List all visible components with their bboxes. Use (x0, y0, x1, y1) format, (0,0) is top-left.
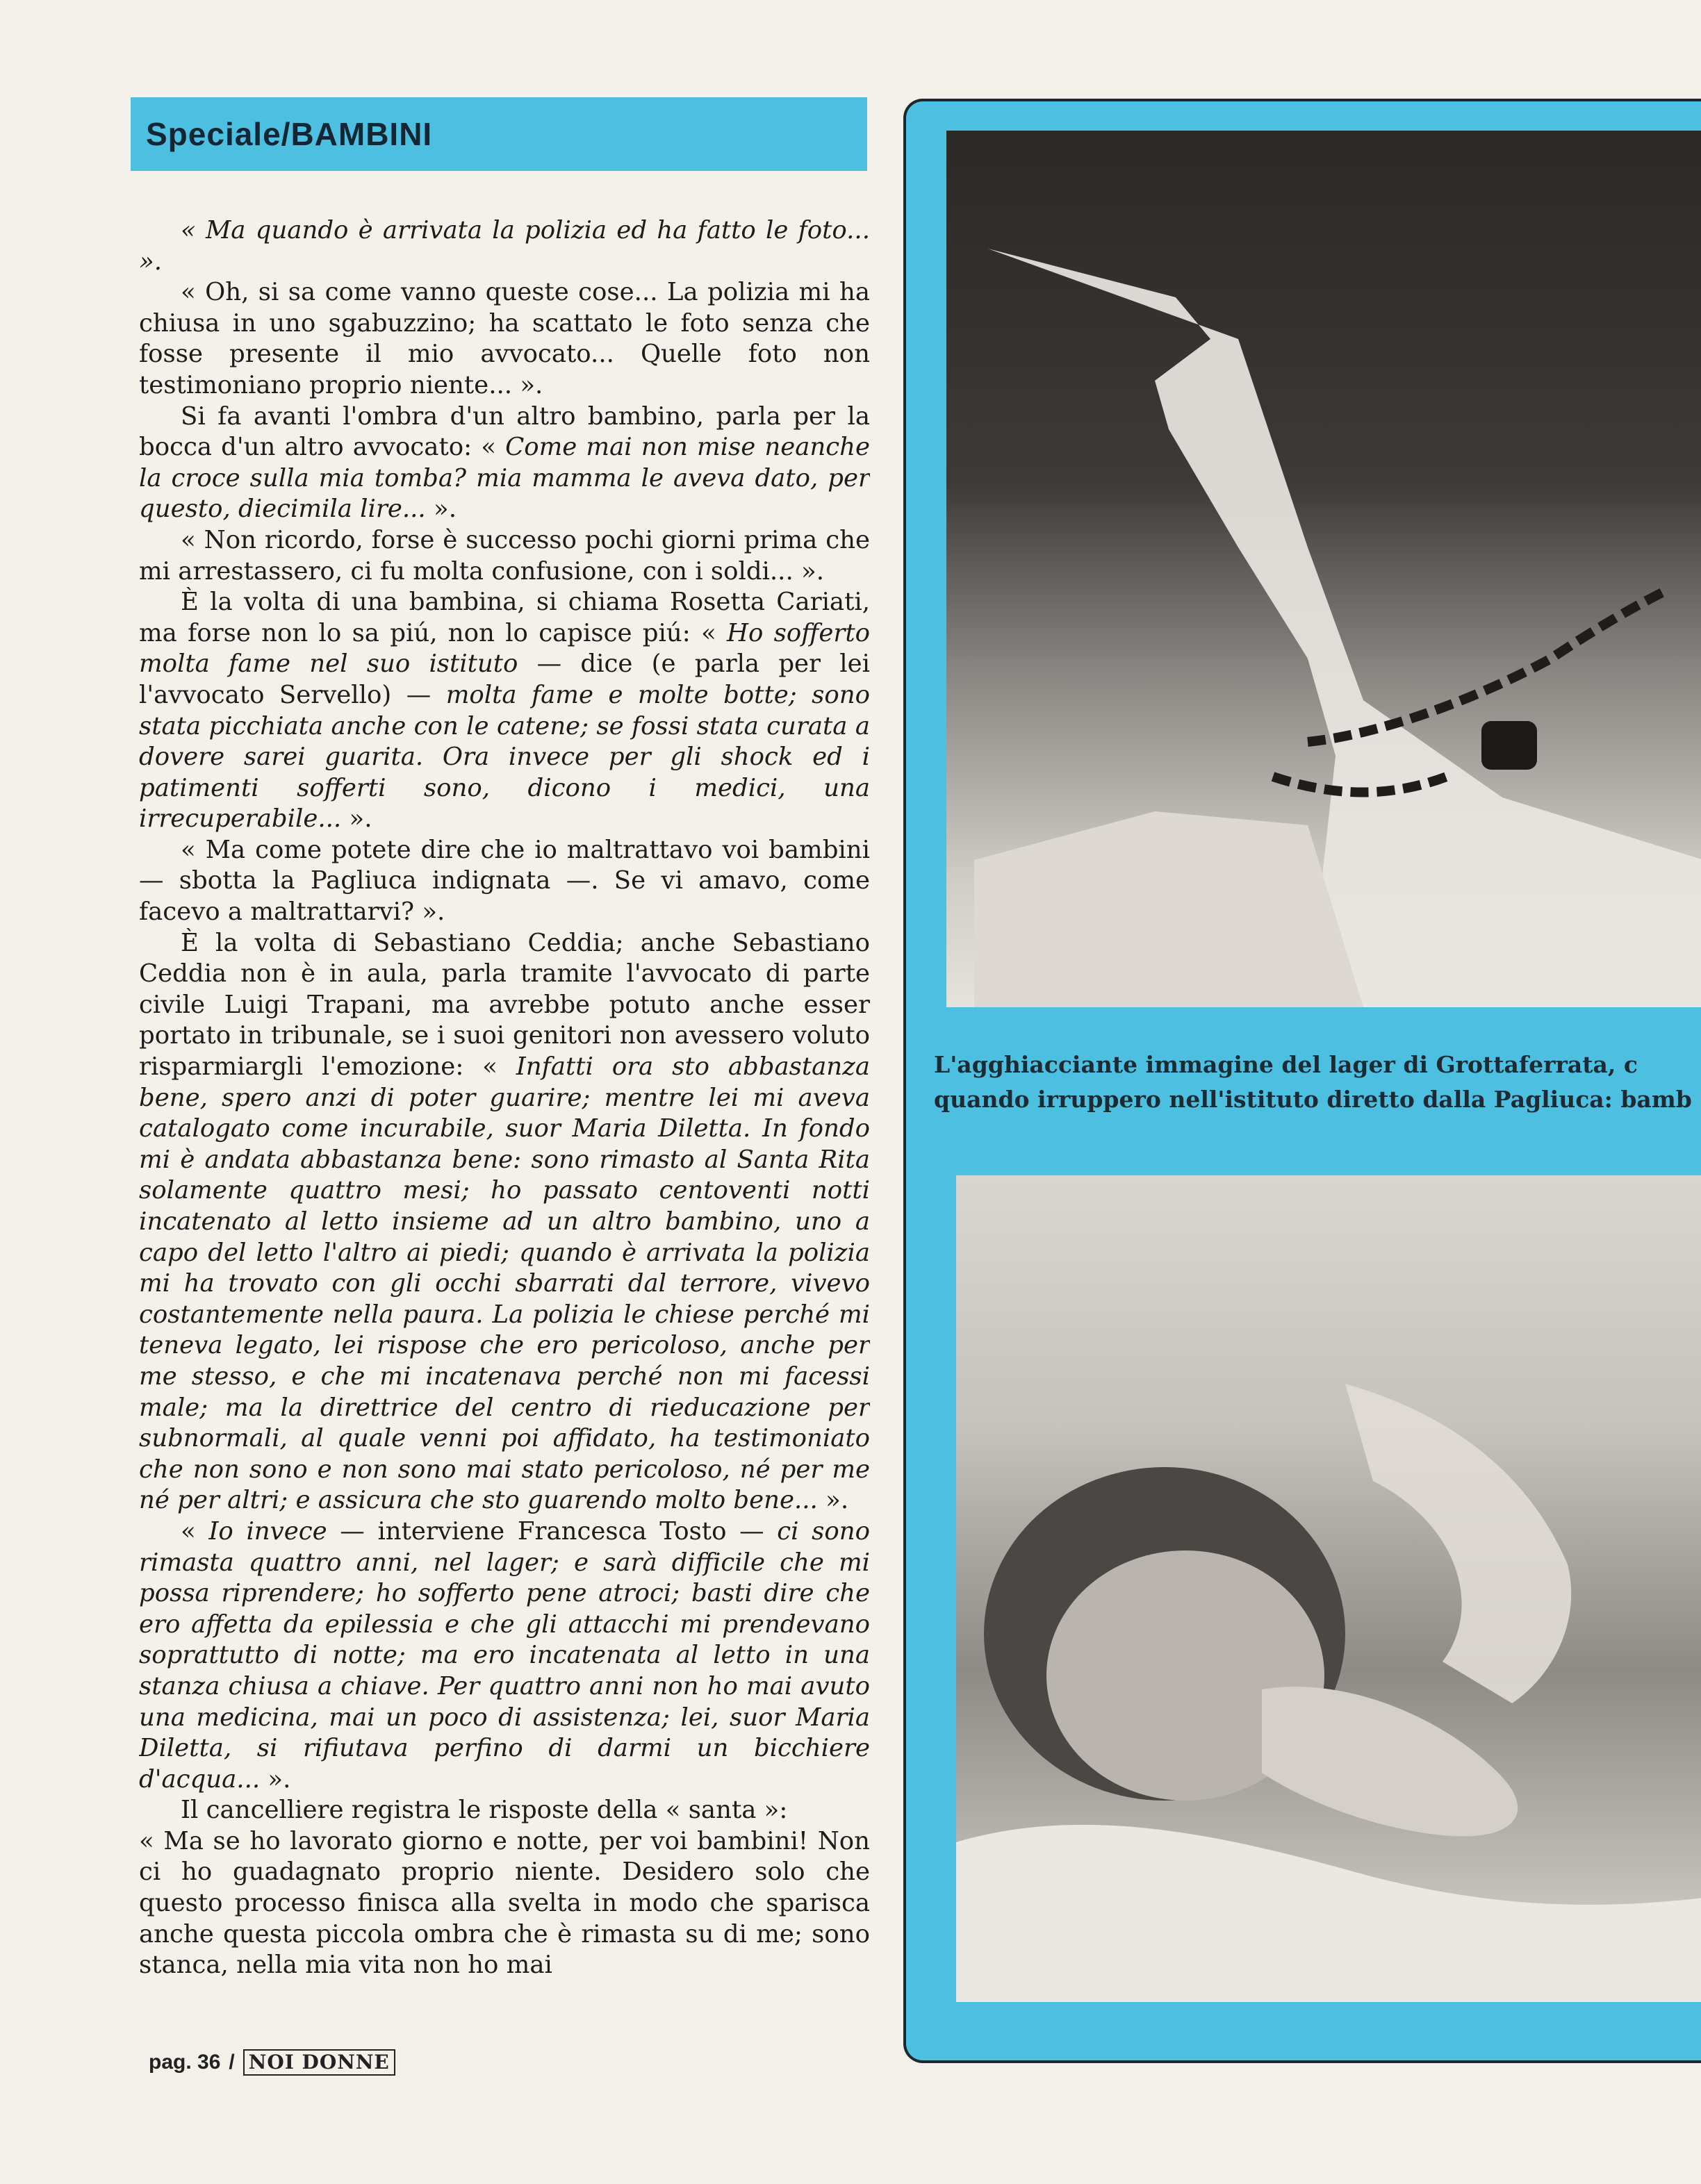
text-span: « (181, 1516, 209, 1546)
text-span: « Oh, si sa come vanno queste cose... La polizia mi ha chiusa in uno sgabuzzino; ha scattato le foto senza che fosse presente il mio avvocato... Quelle foto non testimoniano proprio niente... ». (139, 278, 870, 399)
quote-italic-span: Io invece (208, 1516, 327, 1546)
photo-sleeping-child-image (956, 1175, 1701, 2002)
text-span: ». (817, 1486, 849, 1515)
text-span: È la volta di una bambina, si chiama Rosetta Cariati, ma forse non lo sa piú, non lo capisce piú: « (139, 588, 870, 647)
text-span: « Non ricordo, forse è successo pochi giorni prima che mi arrestassero, ci fu molta confusione, con i soldi... ». (139, 525, 870, 586)
article-paragraph (139, 587, 870, 835)
text-span: Si fa avanti l'ombra d'un altro bambino, parla per la bocca d'un altro avvocato: « (139, 402, 870, 462)
magazine-logo: NOI DONNE (243, 2049, 395, 2076)
article-paragraph (139, 1516, 870, 1795)
text-span: — dice (e parla per lei l'avvocato Servello) — (139, 650, 870, 709)
article-paragraph (139, 835, 870, 928)
section-header-bar (131, 97, 867, 171)
text-span: Il cancelliere registra le risposte della « santa »: (181, 1796, 788, 1825)
article-paragraph (139, 1795, 870, 1826)
page-footer (149, 2045, 395, 2080)
quote-italic-span: Come mai non mise neanche la croce sulla mia tomba? mia mamma le aveva dato, per questo, diecimila lire... (139, 433, 870, 524)
photo-caption (934, 1048, 1701, 1117)
article-paragraph (139, 402, 870, 525)
text-span: « Ma come potete dire che io maltrattavo voi bambini — sbotta la Pagliuca indignata —. Se vi amavo, come facevo a maltrattarvi? ». (139, 835, 870, 927)
quote-italic-span: molta fame e molte botte; sono stata picchiata anche con le catene; se fossi stata curata a dovere sarei guarita. Ora invece per gli shock ed i patimenti sofferti sono, dicono i medici, una irrecuperabile... (139, 680, 870, 834)
quote-italic-span: Infatti ora sto abbastanza bene, spero anzi di poter guarire; mentre lei mi aveva catalogato come incurabile, suor Maria Diletta. In fondo mi è andata abbastanza bene: sono rimasto al Santa Rita solamente quattro mesi; ho passato centoventi notti incatenato al letto insieme ad un altro bambino, uno a capo del letto l'altro ai piedi; quando è arrivata la polizia mi ha trovato con gli occhi sbarrati dal terrore, vivevo costantemente nella paura. La polizia le chiese perché mi teneva legato, lei rispose che ero pericoloso, anche per me stesso, e che mi incatenava perché non mi facessi male; ma la direttrice del centro di rieducazione per subnormali, al quale venni poi affidato, ha testimoniato che non sono e non sono mai stato pericoloso, né per me né per altri; e assicura che sto guarendo molto bene... (139, 1052, 870, 1515)
photo-chained-hand (946, 131, 1701, 1007)
article-text-column (139, 215, 870, 1994)
photo-caption-line-1: L'agghiacciante immagine del lager di Grottaferrata, c (934, 1051, 1638, 1078)
article-paragraph (139, 215, 870, 277)
photo-panel (903, 99, 1701, 2063)
text-span: È la volta di Sebastiano Ceddia; anche Sebastiano Ceddia non è in aula, parla tramite l'avvocato di parte civile Luigi Trapani, ma avrebbe potuto anche esser portato in tribunale, se i suoi genitori non avessero voluto risparmiargli l'emozione: « (139, 928, 870, 1082)
text-span: ». (425, 495, 457, 524)
quote-italic-span: « Ma quando è arrivata la polizia ed ha fatto le foto... ». (139, 216, 870, 276)
text-span: ». (341, 804, 372, 834)
article-paragraph (139, 525, 870, 587)
article-paragraph (139, 277, 870, 401)
article-paragraph (139, 928, 870, 1516)
photo-chained-hand-image (946, 131, 1701, 1007)
footer-separator: / (229, 2051, 235, 2074)
quote-italic-span: Ho sofferto molta fame nel suo istituto (139, 618, 870, 679)
page-number: pag. 36 (149, 2051, 221, 2074)
quote-italic-span: ci sono rimasta quattro anni, nel lager; e sarà difficile che mi possa riprendere; ho sofferto pene atroci; basti dire che ero affetta da epilessia e che gli attacchi mi prendevano soprattutto di notte; ma ero incatenata al letto in una stanza chiusa a chiave. Per quattro anni non ho mai avuto una medicina, mai un poco di assistenza; lei, suor Maria Diletta, si rifiutava perfino di darmi un bicchiere d'acqua... (139, 1516, 870, 1794)
text-span: « Ma se ho lavorato giorno e notte, per voi bambini! Non ci ho guadagnato proprio niente. Desidero solo che questo processo finisca alla svelta in modo che sparisca anche questa piccola ombra che è rimasta su di me; sono stanca, nella mia vita non ho mai (139, 1826, 870, 1980)
article-paragraph (139, 1826, 870, 1981)
section-title: Speciale/BAMBINI (146, 116, 433, 152)
text-span: ». (260, 1764, 291, 1794)
photo-sleeping-child (956, 1175, 1701, 2002)
photo-caption-line-2: quando irruppero nell'istituto diretto dalla Pagliuca: bamb (934, 1086, 1692, 1113)
text-span: — interviene Francesca Tosto — (327, 1516, 778, 1546)
